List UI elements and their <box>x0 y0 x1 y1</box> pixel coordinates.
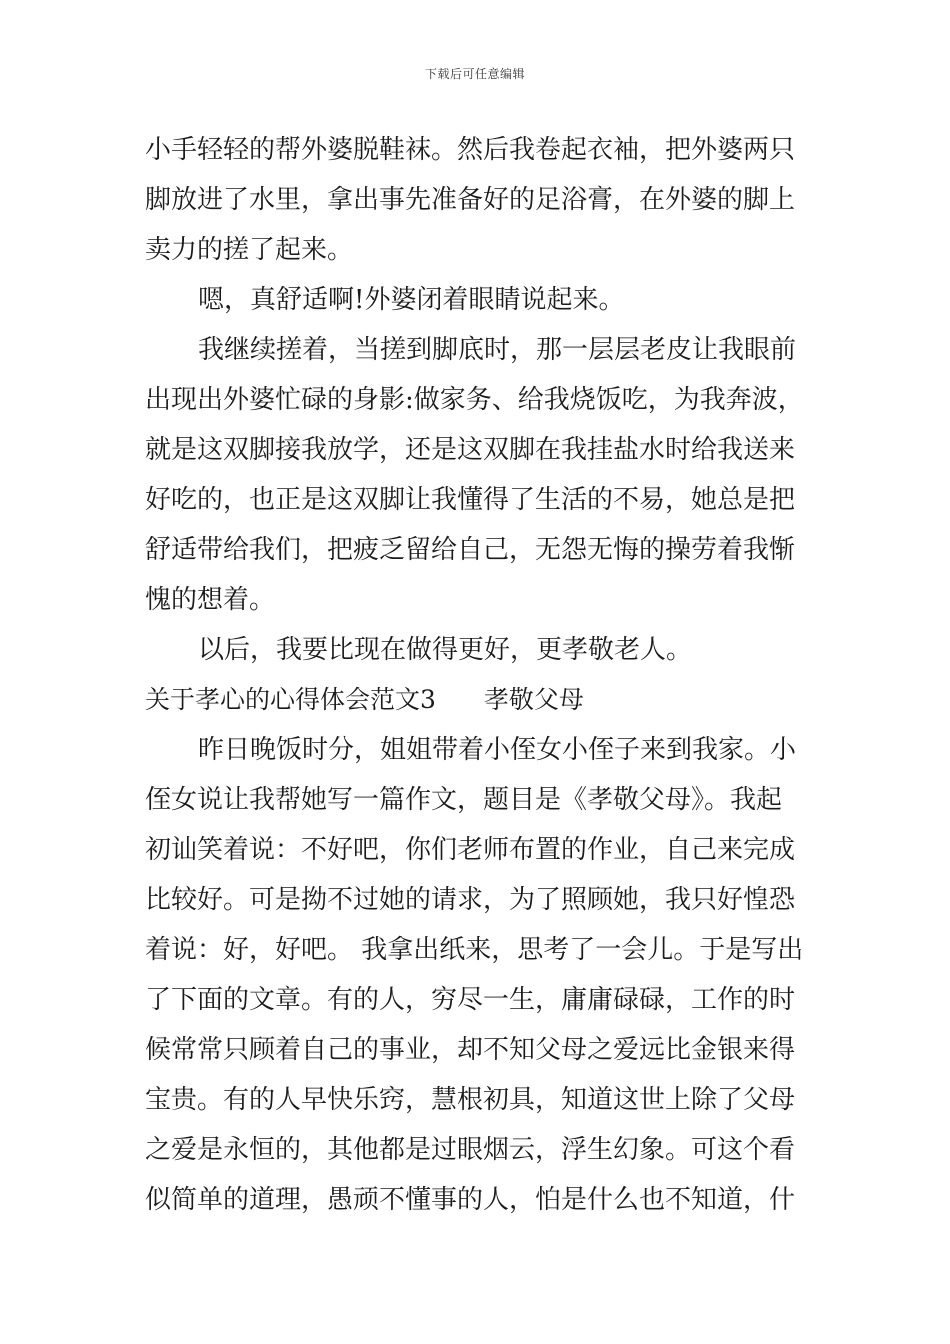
paragraph-line: 候常常只顾着自己的事业，却不知父母之爱远比金银来得 <box>145 1035 796 1065</box>
paragraph-line: 卖力的搓了起来。 <box>145 235 354 265</box>
paragraph-line: 就是这双脚接我放学，还是这双脚在我挂盐水时给我送来 <box>145 435 796 465</box>
paragraph-line: 着说：好，好吧。 我拿出纸来，思考了一会儿。于是写出 <box>145 935 804 965</box>
paragraph-line: 侄女说让我帮她写一篇作文，题目是《孝敬父母》。我起 <box>145 785 783 815</box>
paragraph-line: 嗯，真舒适啊!外婆闭着眼睛说起来。 <box>198 285 625 315</box>
paragraph-line: 我继续搓着，当搓到脚底时，那一层层老皮让我眼前 <box>198 335 797 365</box>
paragraph-line: 脚放进了水里，拿出事先准备好的足浴膏，在外婆的脚上 <box>145 185 796 215</box>
paragraph-line: 宝贵。有的人早快乐窍，慧根初具，知道这世上除了父母 <box>145 1085 796 1115</box>
paragraph-line: 小手轻轻的帮外婆脱鞋袜。然后我卷起衣袖，把外婆两只 <box>145 135 796 165</box>
paragraph-line: 好吃的，也正是这双脚让我懂得了生活的不易，她总是把 <box>145 485 796 515</box>
page-header-note: 下载后可任意编辑 <box>424 67 525 81</box>
paragraph-line: 愧的想着。 <box>145 585 276 615</box>
paragraph-line: 比较好。可是拗不过她的请求，为了照顾她，我只好惶恐 <box>145 885 796 915</box>
document-body <box>145 125 810 1225</box>
paragraph-line: 了下面的文章。有的人，穷尽一生，庸庸碌碌，工作的时 <box>145 985 796 1015</box>
section-heading-subtitle: 孝敬父母 <box>483 685 584 714</box>
section-heading <box>145 675 810 725</box>
section-heading-title: 关于孝心的心得体会范文3 <box>145 685 436 714</box>
paragraph-line: 似简单的道理，愚顽不懂事的人，怕是什么也不知道，什 <box>145 1185 796 1215</box>
paragraph-line: 出现出外婆忙碌的身影:做家务、给我烧饭吃，为我奔波， <box>145 385 804 415</box>
paragraph-line: 以后，我要比现在做得更好，更孝敬老人。 <box>198 635 693 665</box>
paragraph-line: 舒适带给我们，把疲乏留给自己，无怨无悔的操劳着我惭 <box>145 535 796 565</box>
paragraph-line: 之爱是永恒的，其他都是过眼烟云，浮生幻象。可这个看 <box>145 1135 796 1165</box>
paragraph-line: 初讪笑着说：不好吧，你们老师布置的作业，自己来完成 <box>145 835 796 865</box>
paragraph-line: 昨日晚饭时分，姐姐带着小侄女小侄子来到我家。小 <box>198 735 797 765</box>
